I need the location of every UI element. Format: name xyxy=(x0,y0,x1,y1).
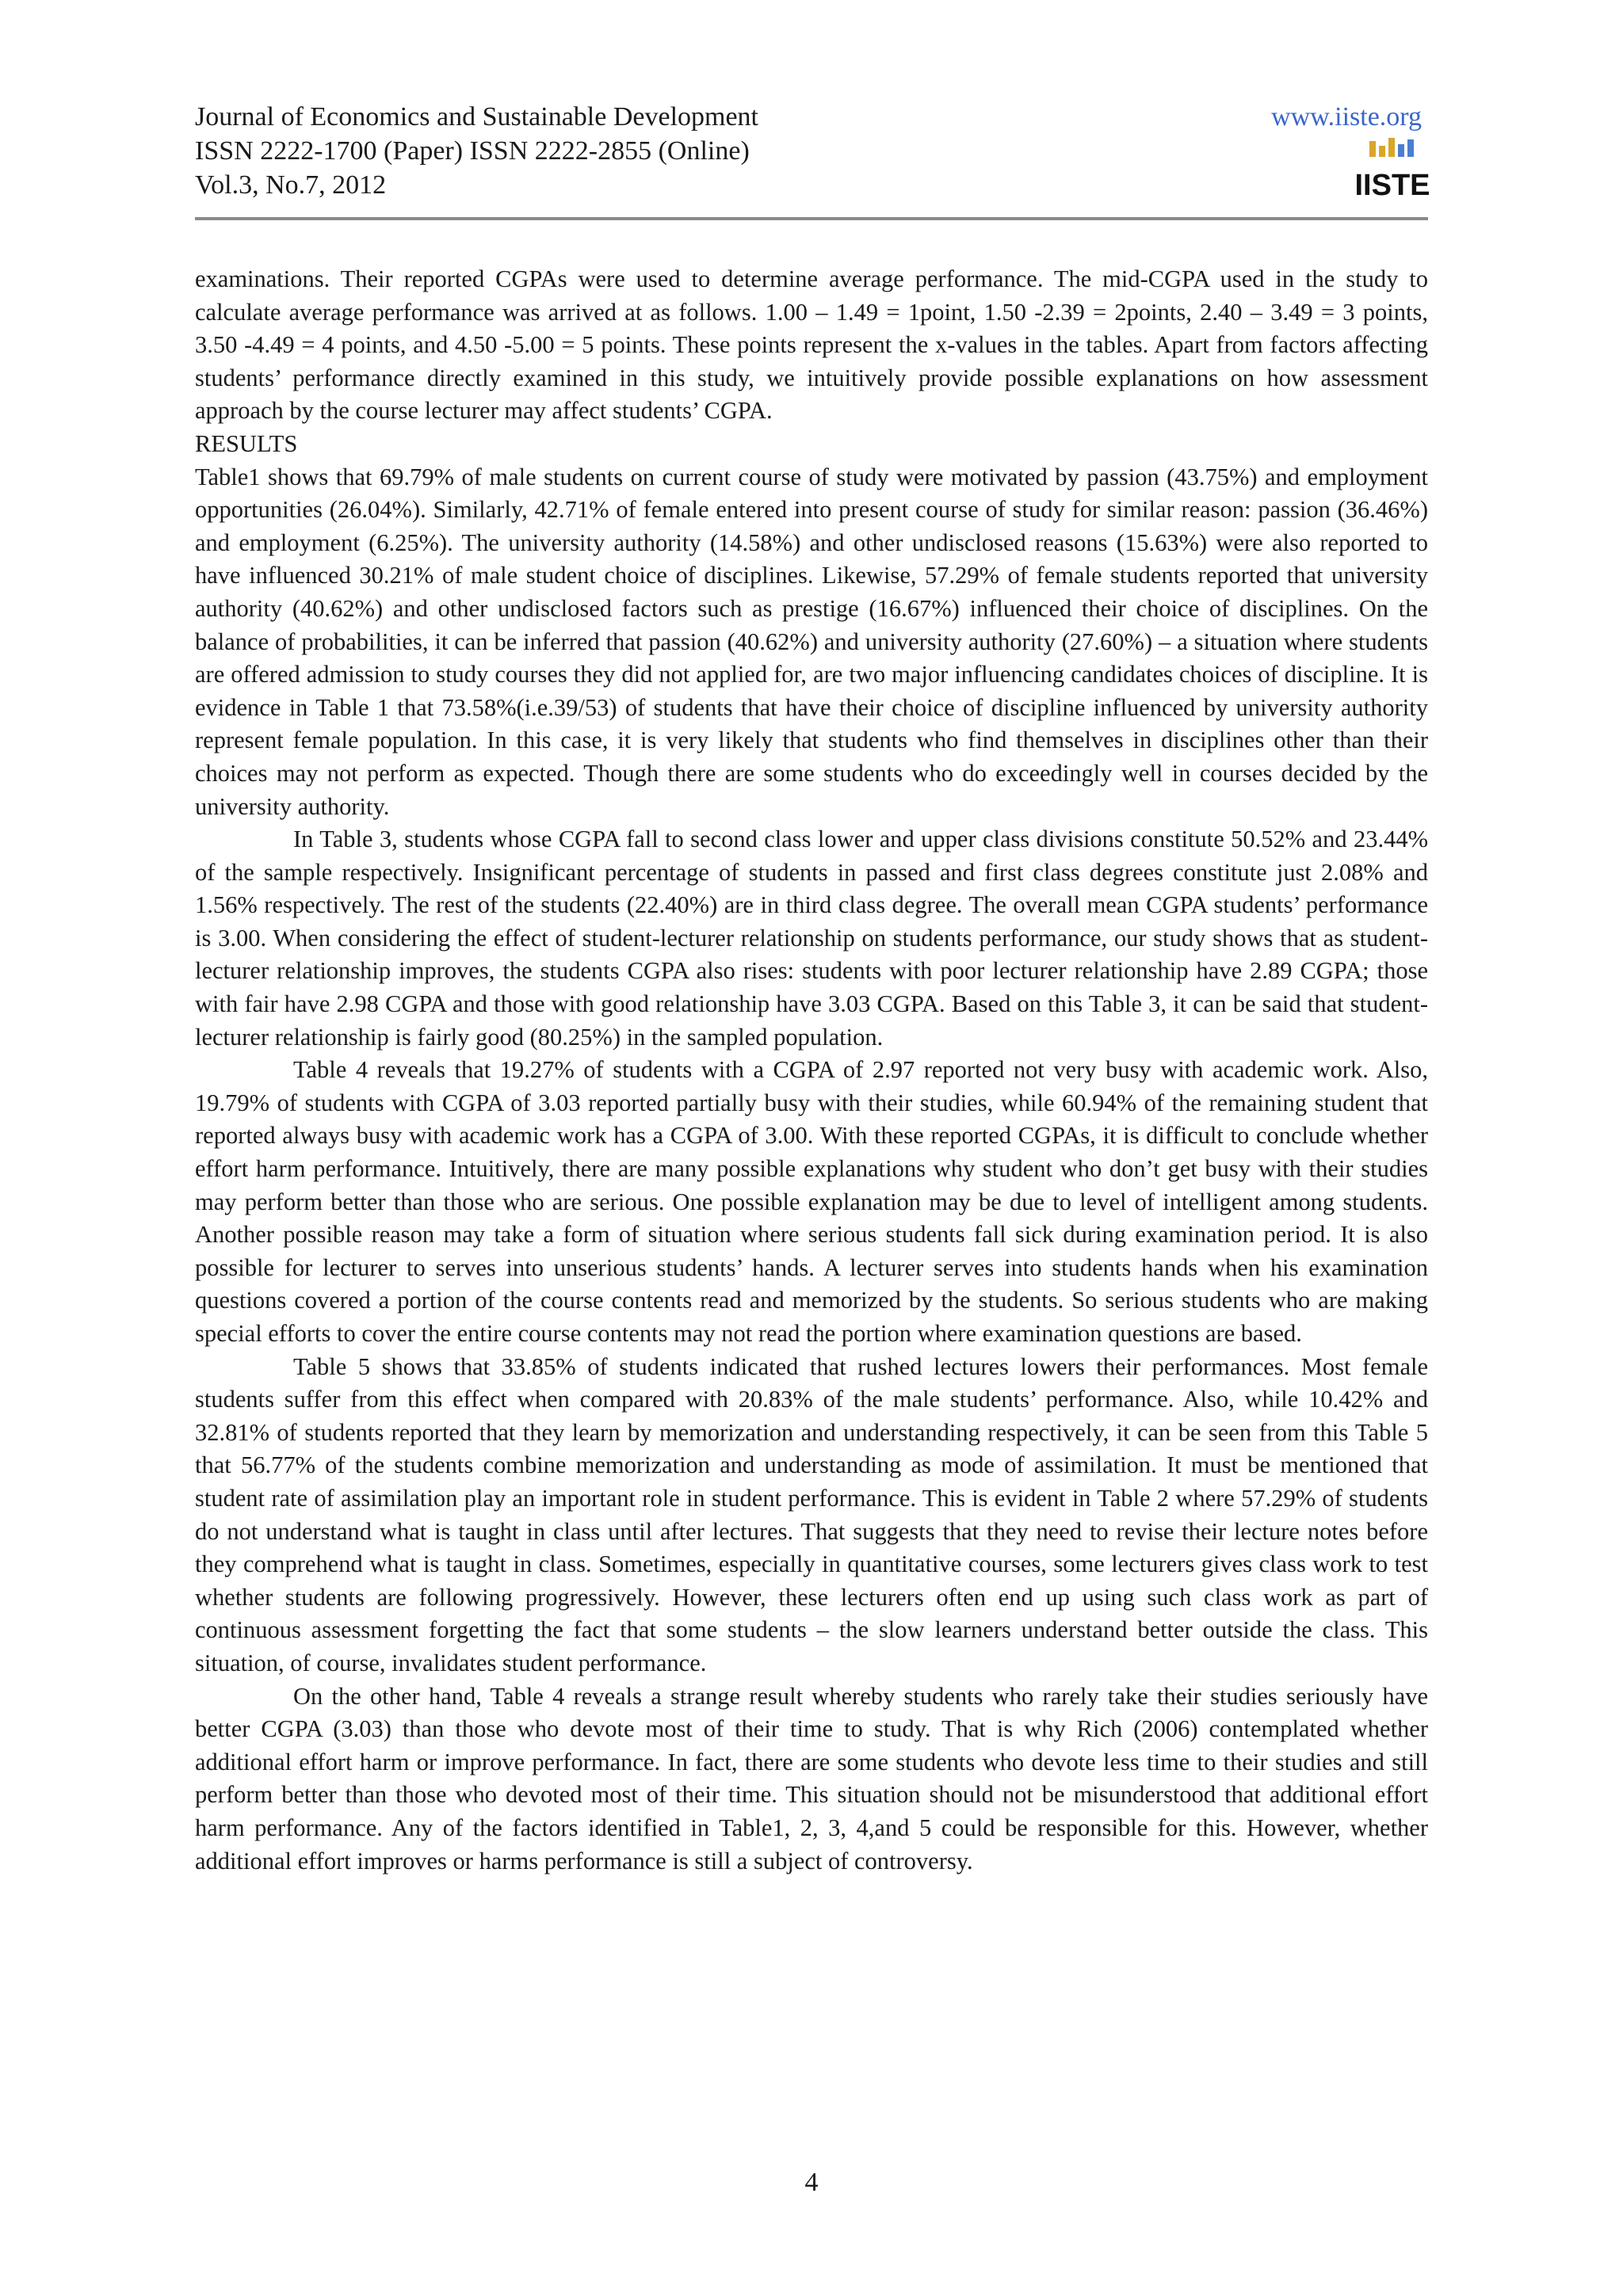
page-header xyxy=(195,93,1428,220)
paragraph-table3: In Table 3, students whose CGPA fall to second class lower and upper class divisions constitute 50.52% and 23.44% of the sample respectively. Insignificant percentage of students in passed and first class degrees constitute just 2.08% and 1.56% respectively. The rest of the students (22.40%) are in third class degree. The overall mean CGPA students’ performance is 3.00. When considering the effect of student-lecturer relationship on students performance, our study shows that as student-lecturer relationship improves, the students CGPA also rises: students with poor lecturer relationship have 2.89 CGPA; those with fair have 2.98 CGPA and those with good relationship have 3.03 CGPA. Based on this Table 3, it can be said that student-lecturer relationship is fairly good (80.25%) in the sampled population. xyxy=(195,826,1428,1051)
paragraph-table5: Table 5 shows that 33.85% of students indicated that rushed lectures lowers their performances. Most female students suffer from this effect when compared with 20.83% of the male students’ performance. Also, while 10.42% and 32.81% of students reported that they learn by memorization and understanding respectively, it can be seen from this Table 5 that 56.77% of the students combine memorization and understanding as mode of assimilation. It must be mentioned that student rate of assimilation play an important role in student performance. This is evident in Table 2 where 57.29% of students do not understand what is taught in class until after lectures. That suggests that they need to revise their lecture notes before they comprehend what is taught in class. Sometimes, especially in quantitative courses, some lecturers gives class work to test whether students are following progressively. However, these lecturers often end up using such class work as part of continuous assessment forgetting the fact that some students – the slow learners understand better outside the class. This situation, of course, invalidates student performance. xyxy=(195,1352,1428,1676)
journal-name: Journal of Economics and Sustainable Development xyxy=(195,102,758,132)
page-number: 4 xyxy=(804,2168,819,2197)
journal-info xyxy=(195,100,758,202)
paragraph-methods-end: examinations. Their reported CGPAs were used to determine average performance. The mid-CGPA used in the study to calculate average performance was arrived at as follows. 1.00 – 1.49 = 1point, 1.50 -2.39 = 2points, 2.40 – 3.49 = 3 points, 3.50 -4.49 = 4 points, and 4.50 -5.00 = 5 points. These points represent the x-values in the tables. Apart from factors affecting students’ performance directly examined in this study, we intuitively provide possible explanations on how assessment approach by the course lecturer may affect students’ CGPA. xyxy=(195,265,1428,425)
article-body xyxy=(195,263,1428,1878)
paragraph-table4: Table 4 reveals that 19.27% of students with a CGPA of 2.97 reported not very busy with academic work. Also, 19.79% of students with CGPA of 3.03 reported partially busy with their studies, while 60.94% of the remaining student that reported always busy with academic work has a CGPA of 3.00. With these reported CGPAs, it is difficult to conclude whether effort harm performance. Intuitively, there are many possible explanations why student who don’t get busy with their studies may perform better than those who are serious. One possible explanation may be due to level of intelligent among students. Another possible reason may take a form of situation where serious students fall sick during examination period. It is also possible for lecturer to serves into unserious students’ hands. A lecturer serves into students hands when his examination questions covered a portion of the course contents read and memorized by the students. So serious students who are making special efforts to cover the entire course contents may not read the portion where examination questions are based. xyxy=(195,1056,1428,1347)
website-link[interactable]: www.iiste.org xyxy=(1271,102,1422,132)
section-heading-results: RESULTS xyxy=(195,429,298,457)
iiste-logo-icon xyxy=(1354,135,1430,202)
journal-issn: ISSN 2222-1700 (Paper) ISSN 2222-2855 (Online) xyxy=(195,136,750,166)
journal-volume: Vol.3, No.7, 2012 xyxy=(195,170,387,200)
logo-text: IISTE xyxy=(1354,169,1430,202)
paragraph-table1: Table1 shows that 69.79% of male students on current course of study were motivated by passion (43.75%) and employment opportunities (26.04%). Similarly, 42.71% of female entered into present course of study for similar reason: passion (36.46%) and employment (6.25%). The university authority (14.58%) and other undisclosed reasons (15.63%) were also reported to have influenced 30.21% of male student choice of disciplines. Likewise, 57.29% of female students reported that university authority (40.62%) and other undisclosed factors such as prestige (16.67%) influenced their choice of disciplines. On the balance of probabilities, it can be inferred that passion (40.62%) and university authority (27.60%) – a situation where students are offered admission to study courses they did not applied for, are two major influencing candidates choices of discipline. It is evidence in Table 1 that 73.58%(i.e.39/53) of students that have their choice of discipline influenced by university authority represent female population. In this case, it is very likely that students who find themselves in disciplines other than their choices may not perform as expected. Though there are some students who do exceedingly well in courses decided by the university authority. xyxy=(195,463,1428,820)
header-divider xyxy=(195,217,1428,220)
paragraph-effort: On the other hand, Table 4 reveals a strange result whereby students who rarely take their studies seriously have better CGPA (3.03) than those who devote most of their time to study. That is why Rich (2006) contemplated whether additional effort harm or improve performance. In fact, there are some students who devote less time to their studies and still perform better than those who devoted most of their time. This situation should not be misunderstood that additional effort harm performance. Any of the factors identified in Table1, 2, 3, 4,and 5 could be responsible for this. However, whether additional effort improves or harms performance is still a subject of controversy. xyxy=(195,1682,1428,1875)
